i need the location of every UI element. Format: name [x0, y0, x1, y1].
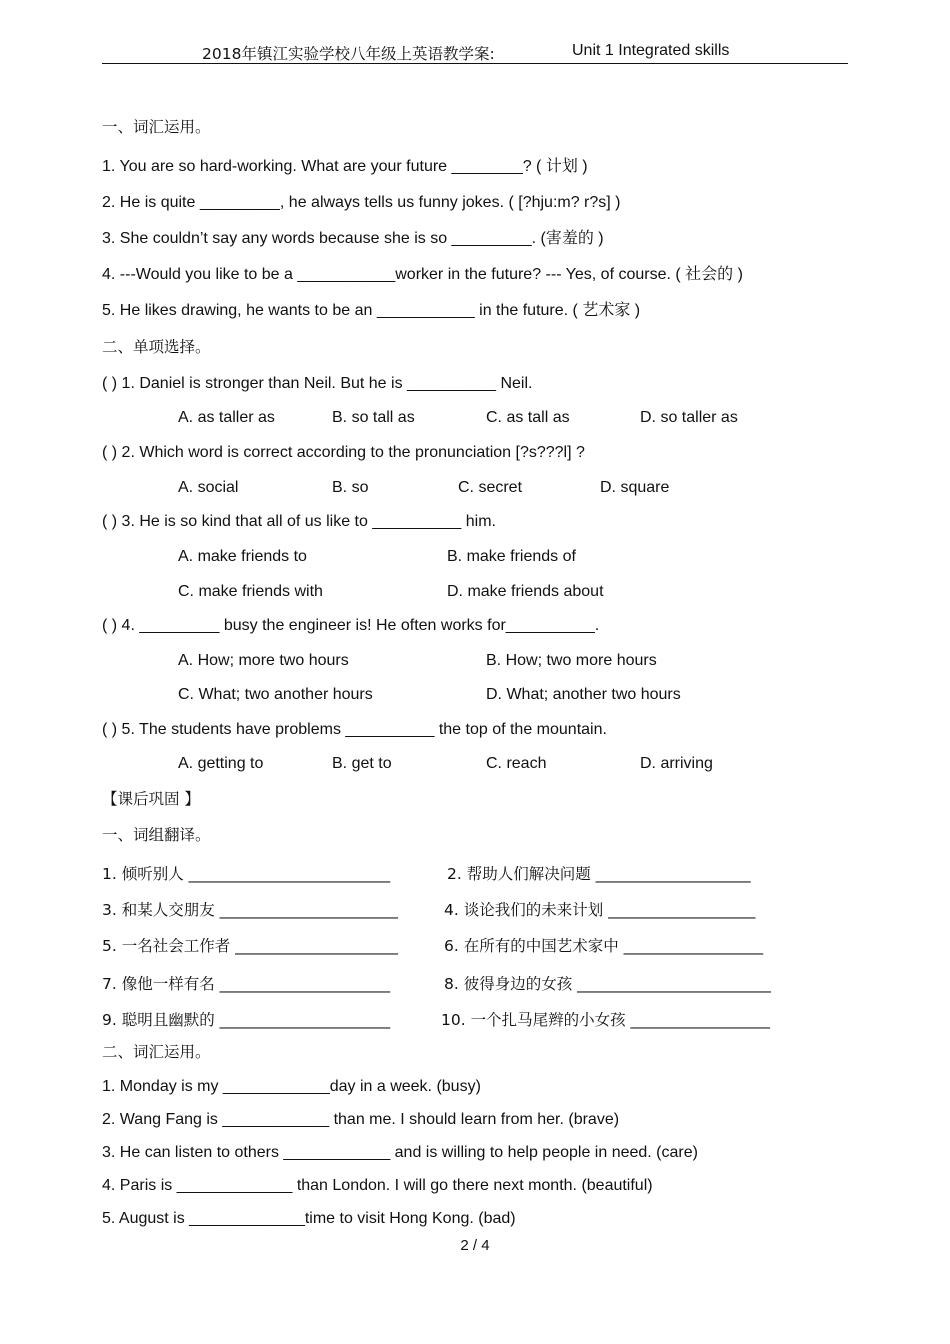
phrase-item-6: 6. 在所有的中国艺术家中 __________________ [444, 937, 764, 955]
vocab1-item-3: 3. She couldn’t say any words because she is so _________. (害羞的 ) [102, 230, 604, 247]
mc-option: A. getting to [178, 755, 264, 772]
phrase-item-3: 3. 和某人交朋友 _______________________ [102, 901, 398, 919]
mc-option: C. What; two another hours [178, 686, 373, 703]
page-header [102, 42, 848, 64]
vocab1-item-4: 4. ---Would you like to be a ___________worker in the future? --- Yes, of course. ( 社会的 ) [102, 266, 743, 283]
vocab1-item-2: 2. He is quite _________, he always tells us funny jokes. ( [?hju:m? r?s] ) [102, 194, 621, 211]
mc-option: A. make friends to [178, 548, 307, 565]
section1-title: 一、词汇运用。 [102, 118, 211, 136]
page-number: 2 / 4 [460, 1237, 490, 1254]
vocab2-item-5: 5. August is _____________time to visit Hong Kong. (bad) [102, 1210, 516, 1227]
section2-title: 二、单项选择。 [102, 338, 211, 356]
header-unit-title: Unit 1 Integrated skills [572, 42, 730, 59]
phrase-item-2: 2. 帮助人们解决问题 ____________________ [447, 865, 751, 883]
mc-option: A. How; more two hours [178, 652, 349, 669]
vocab2-item-4: 4. Paris is _____________ than London. I will go there next month. (beautiful) [102, 1177, 653, 1194]
phrase-item-8: 8. 彼得身边的女孩 _________________________ [444, 975, 771, 993]
phrase-item-7: 7. 像他一样有名 ______________________ [102, 975, 391, 993]
after-class-title: 【课后巩固 】 [102, 790, 200, 808]
phrase-item-4: 4. 谈论我们的未来计划 ___________________ [444, 901, 756, 919]
vocab2-item-2: 2. Wang Fang is ____________ than me. I should learn from her. (brave) [102, 1111, 620, 1128]
mc-question-3: ( ) 3. He is so kind that all of us like to __________ him. [102, 513, 496, 530]
mc-option: B. get to [332, 755, 392, 772]
mc-option: B. make friends of [447, 548, 576, 565]
vocab2-item-1: 1. Monday is my ____________day in a week. (busy) [102, 1078, 481, 1095]
mc-option: C. reach [486, 755, 547, 772]
phrase-item-1: 1. 倾听别人 __________________________ [102, 865, 391, 883]
vocab2-item-3: 3. He can listen to others ____________ and is willing to help people in need. (care) [102, 1144, 698, 1161]
mc-option: B. How; two more hours [486, 652, 657, 669]
mc-option: A. as taller as [178, 409, 275, 426]
mc-option: C. secret [458, 479, 523, 496]
mc-option: B. so [332, 479, 369, 496]
vocab1-item-5: 5. He likes drawing, he wants to be an ___________ in the future. ( 艺术家 ) [102, 302, 641, 319]
phrase-item-9: 9. 聪明且幽默的 ______________________ [102, 1011, 391, 1029]
phrase-item-5: 5. 一名社会工作者 _____________________ [102, 937, 398, 955]
header-school-title: 2018年镇江实验学校八年级上英语教学案: [202, 45, 495, 63]
mc-option: D. arriving [640, 755, 713, 772]
mc-question-2: ( ) 2. Which word is correct according to the pronunciation [?s???l] ? [102, 444, 585, 461]
mc-option: D. so taller as [640, 409, 738, 426]
mc-question-4: ( ) 4. _________ busy the engineer is! He often works for__________. [102, 617, 600, 634]
mc-option: A. social [178, 479, 239, 496]
mc-option: C. make friends with [178, 583, 323, 600]
phrase-item-10: 10. 一个扎马尾辫的小女孩 __________________ [441, 1011, 771, 1029]
mc-question-5: ( ) 5. The students have problems __________ the top of the mountain. [102, 721, 607, 738]
mc-option: D. What; another two hours [486, 686, 681, 703]
mc-option: D. make friends about [447, 583, 604, 600]
vocab1-item-1: 1. You are so hard-working. What are your future ________? ( 计划 ) [102, 158, 588, 175]
phrase-translation-title: 一、词组翻译。 [102, 826, 211, 844]
mc-question-1: ( ) 1. Daniel is stronger than Neil. But he is __________ Neil. [102, 375, 533, 392]
mc-option: C. as tall as [486, 409, 570, 426]
mc-option: B. so tall as [332, 409, 415, 426]
vocab2-title: 二、词汇运用。 [102, 1043, 211, 1061]
mc-option: D. square [600, 479, 670, 496]
